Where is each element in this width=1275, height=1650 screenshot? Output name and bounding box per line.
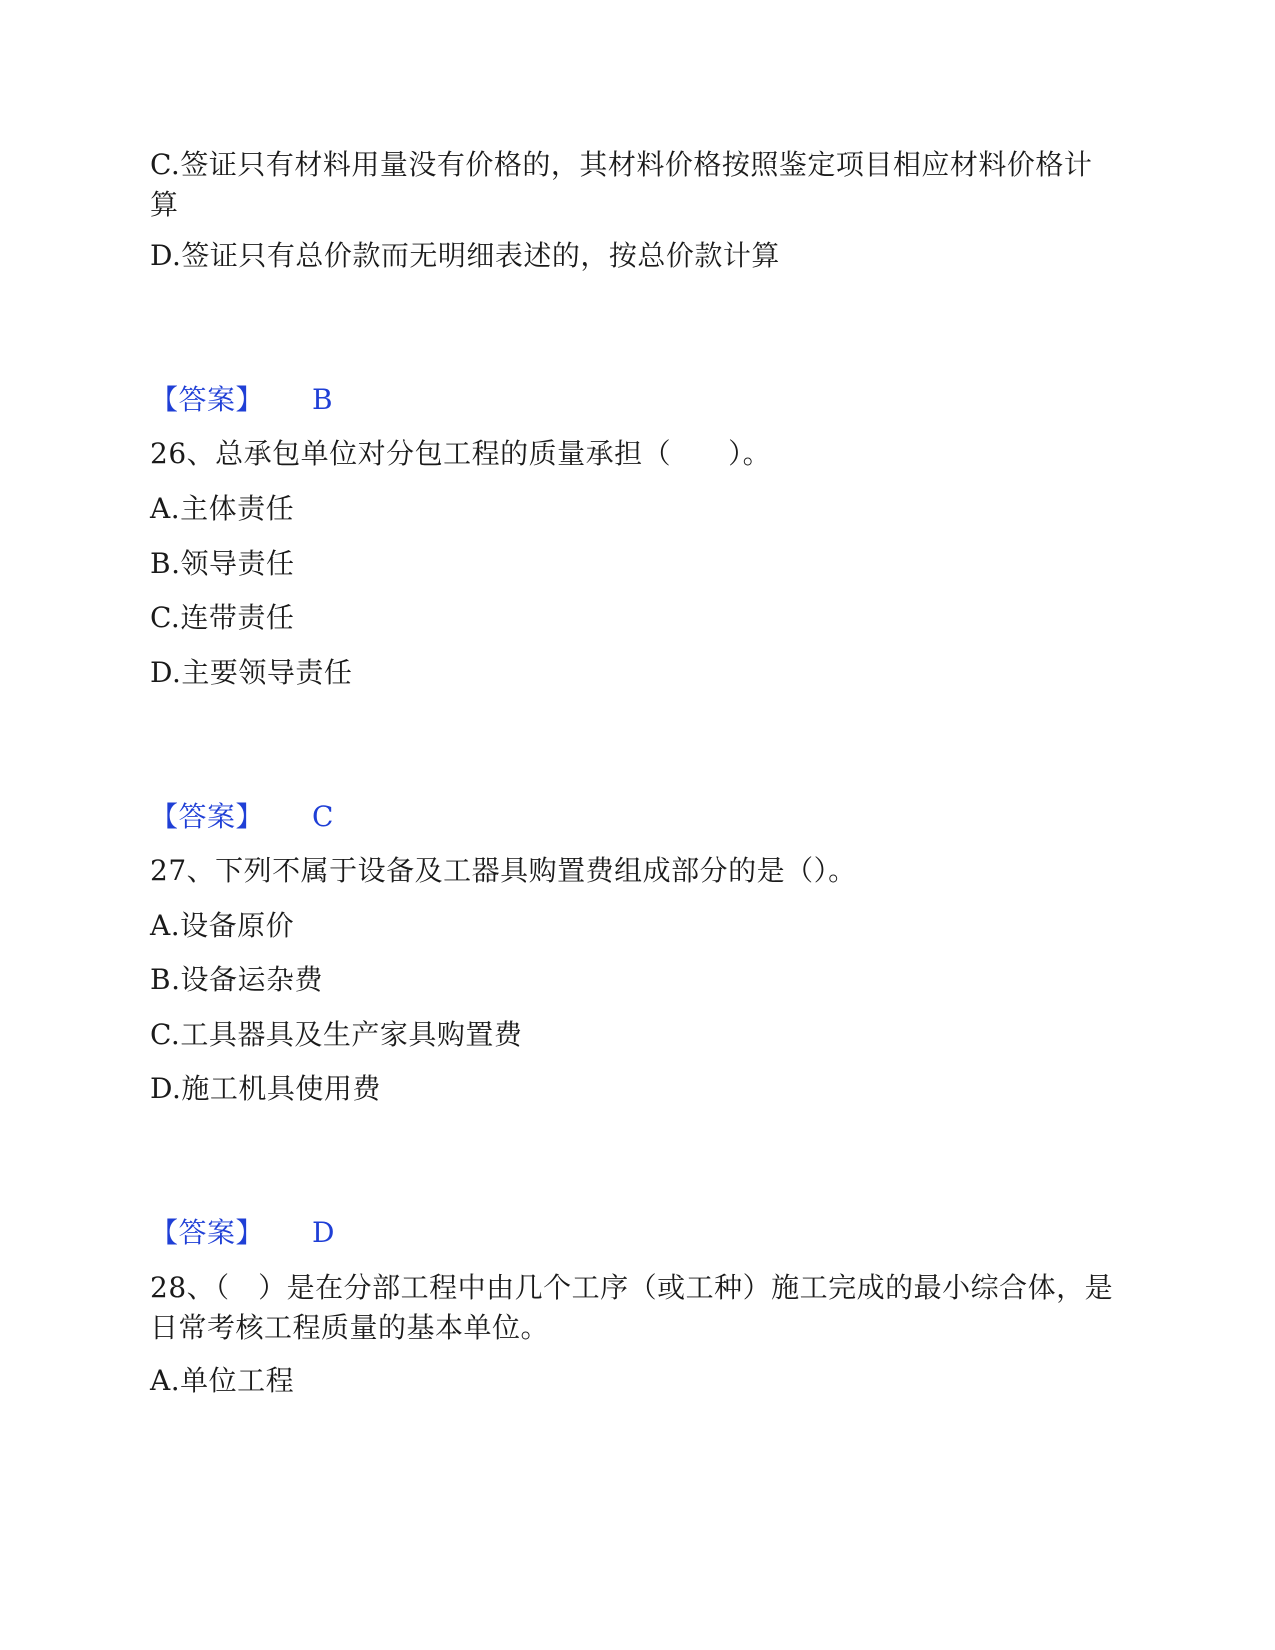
q26-stem: 26、总承包单位对分包工程的质量承担（ ）。 <box>150 437 772 470</box>
q27-option-c: C.工具器具及生产家具购置费 <box>150 1018 523 1051</box>
q25-option-c: C.签证只有材料用量没有价格的，其材料价格按照鉴定项目相应材料价格计算 <box>150 148 1093 221</box>
q27-stem: 27、下列不属于设备及工器具购置费组成部分的是（）。 <box>150 854 857 887</box>
q25-option-d: D.签证只有总价款而无明细表述的，按总价款计算 <box>150 239 780 272</box>
q27-option-d: D.施工机具使用费 <box>150 1072 381 1105</box>
answer-value: B <box>312 383 334 416</box>
q25-answer <box>150 380 333 420</box>
q26-answer <box>150 797 334 837</box>
q26-option-b: B.领导责任 <box>150 547 295 580</box>
answer-value: C <box>312 800 334 833</box>
q26-option-a: A.主体责任 <box>150 492 295 525</box>
answer-label: 【答案】 <box>150 383 265 416</box>
q26-option-c: C.连带责任 <box>150 601 295 634</box>
answer-label: 【答案】 <box>150 800 265 833</box>
answer-value: D <box>312 1216 335 1249</box>
q28-stem: 28、（ ）是在分部工程中由几个工序（或工种）施工完成的最小综合体，是日常考核工程质量的基本单位。 <box>150 1271 1114 1344</box>
q27-answer <box>150 1213 335 1253</box>
answer-label: 【答案】 <box>150 1216 265 1249</box>
q26-option-d: D.主要领导责任 <box>150 656 353 689</box>
q27-option-a: A.设备原价 <box>150 909 295 942</box>
q28-option-a: A.单位工程 <box>150 1364 295 1397</box>
q27-option-b: B.设备运杂费 <box>150 963 323 996</box>
